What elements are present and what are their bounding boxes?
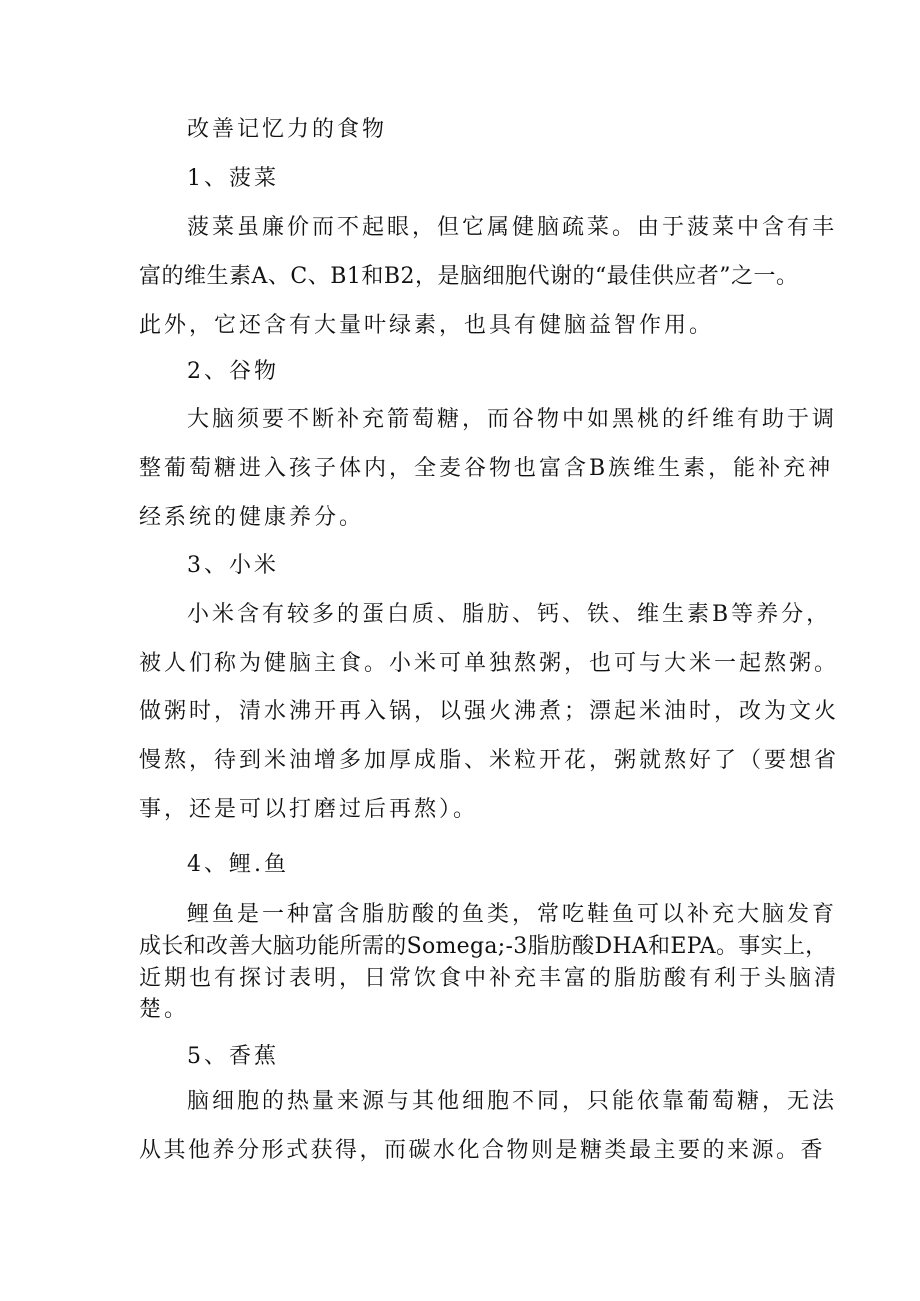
paragraph-line: 做粥时，清水沸开再入锅，以强火沸煮；漂起米油时，改为文火 [139,699,840,724]
paragraph-line: 脑细胞的热量来源与其他细胞不同，只能依靠葡萄糖，无法 [187,1089,838,1114]
paragraph-line: 事，还是可以打磨过后再熬）。 [139,797,479,822]
paragraph-line: 小米含有较多的蛋白质、脂肪、钙、铁、维生素B等养分， [187,602,832,627]
paragraph-line: 菠菜虽廉价而不起眼，但它属健脑疏菜。由于菠菜中含有丰 [187,215,838,240]
paragraph-line: 大脑须要不断补充箭萄糖，而谷物中如黑桃的纤维有助于调 [187,407,838,432]
paragraph-line: 整葡萄糖进入孩子体内，全麦谷物也富含B族维生素，能补充神 [139,456,834,481]
paragraph-line: 近期也有探讨表明，日常饮食中补充丰富的脂肪酸有利于头脑清 [139,966,840,991]
section-heading: 2、谷物 [187,359,279,384]
paragraph-line: 从其他养分形式获得，而碳水化合物则是糖类最主要的来源。香 [139,1138,826,1163]
page-title: 改善记忆力的食物 [187,117,388,142]
section-heading: 3、小米 [187,553,279,578]
paragraph-line: 富的维生素A、C、B1和B2，是脑细胞代谢的“最佳供应者”之一。 [139,264,799,289]
section-heading: 1、菠菜 [187,166,279,191]
paragraph-line: 此外，它还含有大量叶绿素，也具有健脑益智作用。 [139,313,715,338]
paragraph-line: 被人们称为健脑主食。小米可单独熬粥，也可与大米一起熬粥。 [139,651,840,676]
paragraph-line: 鲤鱼是一种富含脂肪酸的鱼类，常吃鞋鱼可以补充大脑发育 [187,902,838,927]
section-heading: 5、香蕉 [187,1044,279,1069]
section-heading: 4、鲤.鱼 [187,852,289,877]
paragraph-line: 成长和改善大脑功能所需的Somega;-3脂肪酸DHA和EPA。事实上， [139,934,828,959]
paragraph-line: 楚。 [139,997,190,1022]
paragraph-line: 经系统的健康养分。 [139,505,365,530]
paragraph-line: 慢熬，待到米油增多加厚成脂、米粒开花，粥就熬好了（要想省 [139,748,840,773]
